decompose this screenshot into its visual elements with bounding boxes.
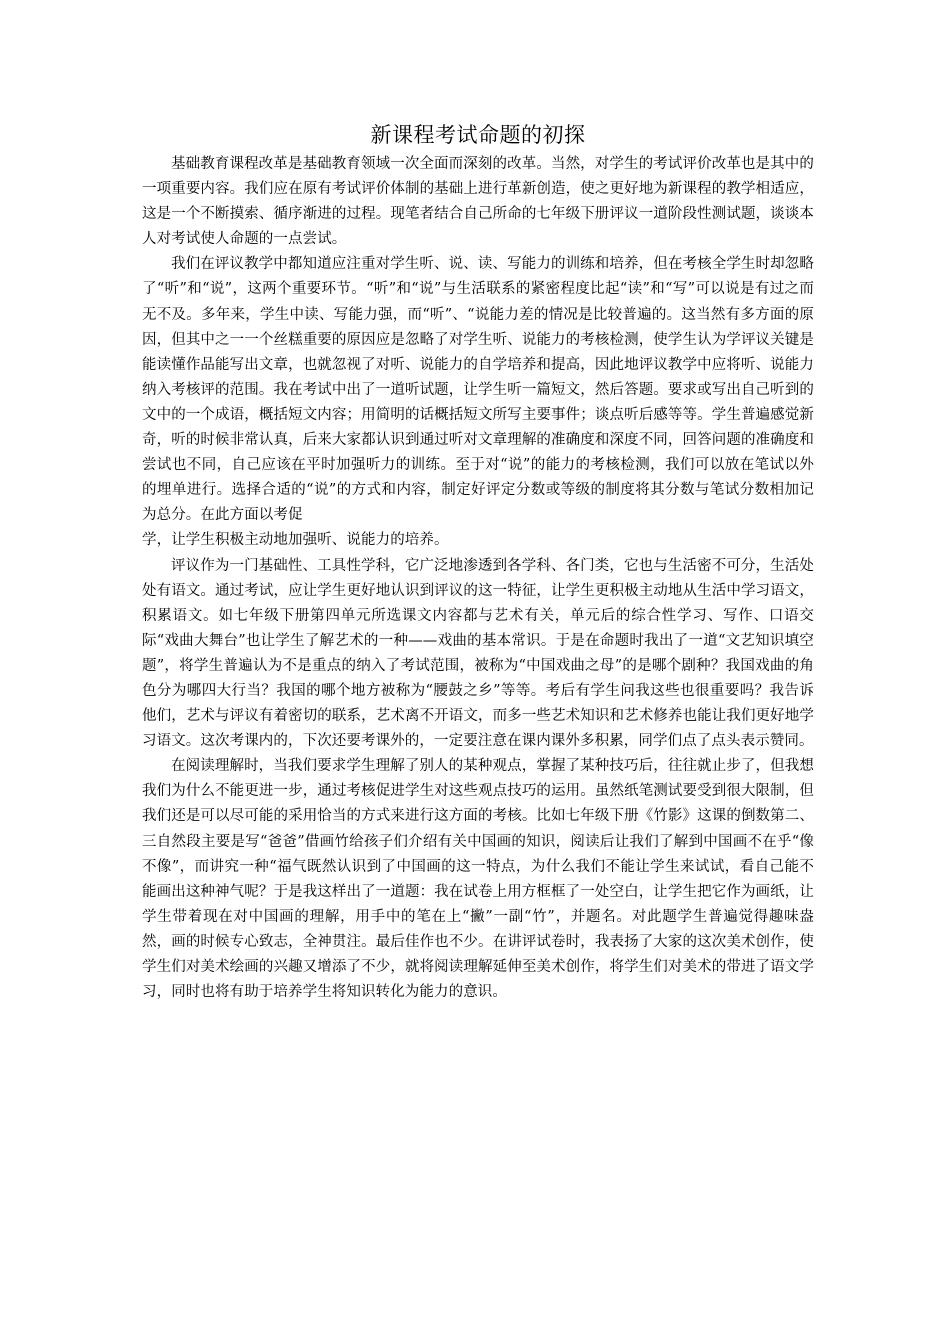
paragraph-listening-speaking-continued: 学，让学生积极主动地加强听、说能力的培养。: [142, 532, 449, 549]
paragraph-art-knowledge: 评议作为一门基础性、工具性学科，它广泛地渗透到各学科、各门类，它也与生活密不可分，生活处处有语文。通过考试，应让学生更好地认识到评议的这一特征，让学生更积极主动地从生活中学习语文，积累语文。如七年级下册第四单元所选课文内容都与艺术有关，单元后的综合性学习、写作、口语交际“戏曲大舞台”也让学生了解艺术的一种——戏曲的基本常识。于是在命题时我出了一道“文艺知识填空题”，将学生普遍认为不是重点的纳入了考试范围，被称为“中国戏曲之母”的是哪个剧种？我国戏曲的角色分为哪四大行当？我国的哪个地方被称为“腰鼓之乡”等等。考后有学生问我这些也很重要吗？我告诉他们，艺术与评议有着密切的联系，艺术离不开语文，而多一些艺术知识和艺术修养也能让我们更好地学习语文。这次考课内的，下次还要考课外的，一定要注意在课内课外多积累，同学们点了点头表示赞同。: [142, 557, 814, 750]
paragraph-listening-speaking: 我们在评议教学中都知道应注重对学生听、说、读、写能力的训练和培养，但在考核全学生时却忽略了“听”和“说”，这两个重要环节。“听”和“说”与生活联系的紧密程度比起“读”和“写”可以说是有过之而无不及。多年来，学生中读、写能力强，而“听”、“说能力差的情况是比较普遍的。这当然有多方面的原因，但其中之一一个丝糕重要的原因应是忽略了对学生听、说能力的考核检测，使学生认为学评议关键是能读懂作品能写出文章，也就忽视了对听、说能力的自学培养和提高，因此地评议教学中应将听、说能力纳入考核评的范围。我在考试中出了一道听试题，让学生听一篇短文，然后答题。要求或写出自己听到的文中的一个成语，概括短文内容；用简明的话概括短文所写主要事件；谈点听后感等等。学生普遍感觉新奇，听的时候非常认真，后来大家都认识到通过听对文章理解的准确度和深度不同，回答问题的准确度和尝试也不同，自己应该在平时加强听力的训练。至于对“说”的能力的考核检测，我们可以放在笔试以外的埋单进行。选择合适的“说”的方式和内容，制定好评定分数或等级的制度将其分数与笔试分数相加记为总分。在此方面以考促: [142, 256, 814, 524]
paragraph-intro: 基础教育课程改革是基础教育领域一次全面而深刻的改革。当然，对学生的考试评价改革也是其中的一项重要内容。我们应在原有考试评价体制的基础上进行革新创造，使之更好地为新课程的教学相适应，这是一个不断摸索、循序渐进的过程。现笔者结合自己所命的七年级下册评议一道阶段性测试题，谈谈本人对考试使人命题的一点尝试。: [142, 156, 814, 248]
document-page: [142, 118, 814, 1005]
paragraph-reading-comprehension: 在阅读理解时，当我们要求学生理解了别人的某种观点，掌握了某种技巧后，往往就止步了，但我想我们为什么不能更进一步，通过考核促进学生对这些观点技巧的运用。虽然纸笔测试要受到很大限制，但我们还是可以尽可能的采用恰当的方式来进行这方面的考核。比如七年级下册《竹影》这课的倒数第二、三自然段主要是写“爸爸”借画竹给孩子们介绍有关中国画的知识，阅读后让我们了解到中国画不在乎“像不像”，而讲究一种“福气既然认识到了中国画的这一特点，为什么我们不能让学生来试试，看自己能不能画出这种神气呢？于是我这样出了一道题：我在试卷上用方框框了一处空白，让学生把它作为画纸，让学生带着现在对中国画的理解，用手中的笔在上“撇”一副“竹”，并题名。对此题学生普遍觉得趣味盎然，画的时候专心致志，全神贯注。最后佳作也不少。在讲评试卷时，我表扬了大家的这次美术创作，使学生们对美术绘画的兴趣又增添了不少，就将阅读理解延伸至美术创作，将学生们对美术的带进了语文学习，同时也将有助于培养学生将知识转化为能力的意识。: [142, 758, 814, 1001]
document-title: 新课程考试命题的初探: [370, 123, 586, 147]
